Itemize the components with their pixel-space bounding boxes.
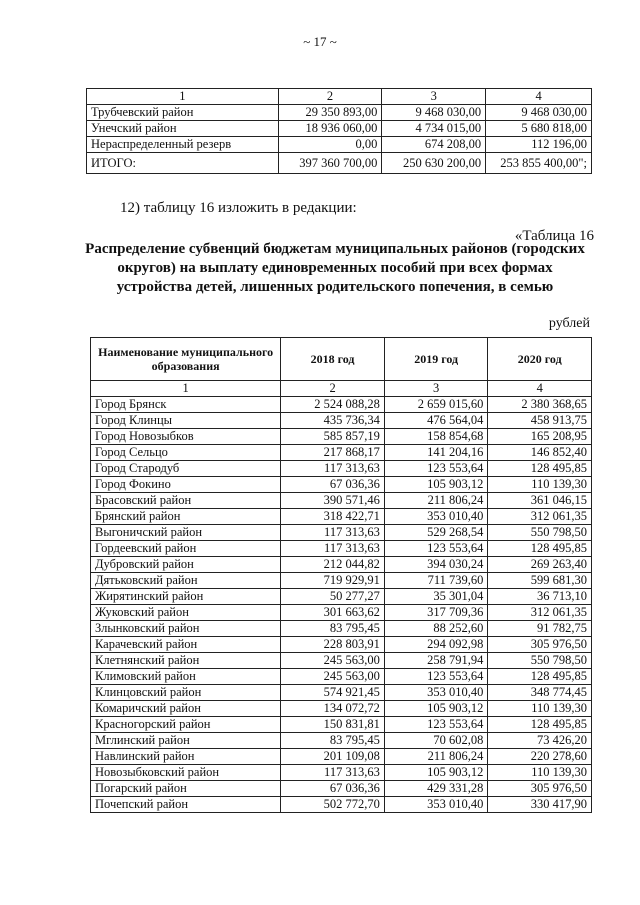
table-cell: 2 659 015,60 <box>384 397 488 413</box>
table-cell: 599 681,30 <box>488 573 592 589</box>
table-cell: Нераспределенный резерв <box>87 137 279 153</box>
table-cell: Город Стародуб <box>91 461 281 477</box>
table-cell: Город Клинцы <box>91 413 281 429</box>
table-cell: 88 252,60 <box>384 621 488 637</box>
table-cell: 1 <box>91 381 281 397</box>
table-row <box>87 121 592 137</box>
table-cell: Навлинский район <box>91 749 281 765</box>
table-cell: 211 806,24 <box>384 749 488 765</box>
table-cell: 67 036,36 <box>281 781 385 797</box>
table-cell: 128 495,85 <box>488 541 592 557</box>
table-title: Распределение субвенций бюджетам муниципальных районов (городских округов) на выплату единовременных пособий при всех формах устройства детей, лишенных родительского попечения, в семью <box>85 241 585 295</box>
table-cell: Красногорский район <box>91 717 281 733</box>
table-cell: 301 663,62 <box>281 605 385 621</box>
table-cell: 35 301,04 <box>384 589 488 605</box>
table-cell: 112 196,00 <box>486 137 592 153</box>
table-row <box>91 413 592 429</box>
table-cell: 141 204,16 <box>384 445 488 461</box>
table-cell: Город Брянск <box>91 397 281 413</box>
table-cell: 719 929,91 <box>281 573 385 589</box>
table-cell: 353 010,40 <box>384 509 488 525</box>
table-cell: 70 602,08 <box>384 733 488 749</box>
table-cell: 105 903,12 <box>384 701 488 717</box>
table-cell: 550 798,50 <box>488 653 592 669</box>
table-cell: 18 936 060,00 <box>278 121 382 137</box>
table-cell: 711 739,60 <box>384 573 488 589</box>
table-cell: 2 <box>278 89 382 105</box>
table-row <box>91 637 592 653</box>
table-cell: 330 417,90 <box>488 797 592 813</box>
table-cell: 476 564,04 <box>384 413 488 429</box>
table-cell: Клинцовский район <box>91 685 281 701</box>
table-cell: 458 913,75 <box>488 413 592 429</box>
table-cell: 245 563,00 <box>281 653 385 669</box>
table-cell: 258 791,94 <box>384 653 488 669</box>
table-cell: 73 426,20 <box>488 733 592 749</box>
table-cell: Унечский район <box>87 121 279 137</box>
table-cell: Город Новозыбков <box>91 429 281 445</box>
table-row <box>87 137 592 153</box>
table-row <box>91 509 592 525</box>
table-row <box>91 429 592 445</box>
table-cell: Выгоничский район <box>91 525 281 541</box>
table-cell: 110 139,30 <box>488 477 592 493</box>
table-cell: 123 553,64 <box>384 461 488 477</box>
table-cell: 212 044,82 <box>281 557 385 573</box>
table-cell: 2018 год <box>281 338 385 381</box>
table-cell: 83 795,45 <box>281 733 385 749</box>
table-cell: 397 360 700,00 <box>278 153 382 174</box>
page-number: ~ 17 ~ <box>303 34 337 49</box>
table-cell: 353 010,40 <box>384 685 488 701</box>
table-cell: 9 468 030,00 <box>486 105 592 121</box>
table-row <box>91 669 592 685</box>
table-cell: 348 774,45 <box>488 685 592 701</box>
table-row <box>91 781 592 797</box>
table-cell: 146 852,40 <box>488 445 592 461</box>
table-cell: 91 782,75 <box>488 621 592 637</box>
table-cell: 305 976,50 <box>488 637 592 653</box>
table-row <box>91 621 592 637</box>
table-cell: Почепский район <box>91 797 281 813</box>
table-row <box>91 797 592 813</box>
table-row <box>91 733 592 749</box>
table-cell: 220 278,60 <box>488 749 592 765</box>
table-cell: 253 855 400,00"; <box>486 153 592 174</box>
table-cell: 429 331,28 <box>384 781 488 797</box>
table-cell: 4 734 015,00 <box>382 121 486 137</box>
table-cell: Злынковский район <box>91 621 281 637</box>
table-cell: 2020 год <box>488 338 592 381</box>
table-cell: 317 709,36 <box>384 605 488 621</box>
table-cell: 117 313,63 <box>281 525 385 541</box>
table-cell: 394 030,24 <box>384 557 488 573</box>
table-cell: 529 268,54 <box>384 525 488 541</box>
table-row <box>87 105 592 121</box>
table-cell: 2 380 368,65 <box>488 397 592 413</box>
table-cell: 250 630 200,00 <box>382 153 486 174</box>
table-cell: 128 495,85 <box>488 461 592 477</box>
table-cell: 312 061,35 <box>488 605 592 621</box>
instruction-text: 12) таблицу 16 изложить в редакции: <box>120 200 357 216</box>
table-index-row <box>91 381 592 397</box>
table-cell: 674 208,00 <box>382 137 486 153</box>
table-cell: 110 139,30 <box>488 765 592 781</box>
table-cell: Жирятинский район <box>91 589 281 605</box>
table-cell: 117 313,63 <box>281 461 385 477</box>
table-cell: 390 571,46 <box>281 493 385 509</box>
table-cell: 4 <box>488 381 592 397</box>
table-cell: 9 468 030,00 <box>382 105 486 121</box>
table-cell: Город Сельцо <box>91 445 281 461</box>
table-reference: «Таблица 16 <box>514 228 594 244</box>
table-cell: 585 857,19 <box>281 429 385 445</box>
table-cell: 574 921,45 <box>281 685 385 701</box>
table-cell: Жуковский район <box>91 605 281 621</box>
table-cell: Комаричский район <box>91 701 281 717</box>
table-cell: Город Фокино <box>91 477 281 493</box>
table-cell: 105 903,12 <box>384 477 488 493</box>
table-cell: 36 713,10 <box>488 589 592 605</box>
table-row <box>91 493 592 509</box>
table-cell: 2 <box>281 381 385 397</box>
table-cell: ИТОГО: <box>87 153 279 174</box>
subsidy-table <box>90 337 592 813</box>
table-row <box>91 701 592 717</box>
table-row <box>91 525 592 541</box>
table-row <box>91 749 592 765</box>
table-cell: 2019 год <box>384 338 488 381</box>
table-row <box>91 477 592 493</box>
table-cell: 110 139,30 <box>488 701 592 717</box>
table-cell: 67 036,36 <box>281 477 385 493</box>
table-cell: 305 976,50 <box>488 781 592 797</box>
table-cell: 3 <box>384 381 488 397</box>
table-cell: 5 680 818,00 <box>486 121 592 137</box>
table-cell: 50 277,27 <box>281 589 385 605</box>
table-cell: 3 <box>382 89 486 105</box>
table-cell: 165 208,95 <box>488 429 592 445</box>
table-cell: 117 313,63 <box>281 765 385 781</box>
table-cell: 294 092,98 <box>384 637 488 653</box>
table-cell: Дубровский район <box>91 557 281 573</box>
table-cell: 312 061,35 <box>488 509 592 525</box>
table-cell: 318 422,71 <box>281 509 385 525</box>
table-cell: 269 263,40 <box>488 557 592 573</box>
table-cell: 134 072,72 <box>281 701 385 717</box>
table-cell: 201 109,08 <box>281 749 385 765</box>
table-row <box>91 717 592 733</box>
table-cell: 128 495,85 <box>488 669 592 685</box>
table-cell: Трубчевский район <box>87 105 279 121</box>
table-cell: 123 553,64 <box>384 717 488 733</box>
table-cell: 1 <box>87 89 279 105</box>
table-row <box>91 653 592 669</box>
table-row <box>91 589 592 605</box>
table-cell: Климовский район <box>91 669 281 685</box>
table-row <box>91 397 592 413</box>
table-row <box>91 765 592 781</box>
table-cell: 117 313,63 <box>281 541 385 557</box>
table-cell: 150 831,81 <box>281 717 385 733</box>
table-cell: 550 798,50 <box>488 525 592 541</box>
table-cell: 128 495,85 <box>488 717 592 733</box>
table-header-row <box>87 89 592 105</box>
table-cell: 4 <box>486 89 592 105</box>
table-cell: 123 553,64 <box>384 669 488 685</box>
table-cell: 245 563,00 <box>281 669 385 685</box>
table-cell: 0,00 <box>278 137 382 153</box>
table-cell: 502 772,70 <box>281 797 385 813</box>
unit-label: рублей <box>548 316 590 331</box>
table-row <box>91 573 592 589</box>
table-cell: 29 350 893,00 <box>278 105 382 121</box>
continued-table <box>86 88 592 174</box>
table-cell: 83 795,45 <box>281 621 385 637</box>
table-row <box>91 685 592 701</box>
table-cell: Наименование муниципального образования <box>91 338 281 381</box>
table-row <box>91 461 592 477</box>
table-cell: Гордеевский район <box>91 541 281 557</box>
table-row <box>91 541 592 557</box>
table-cell: Клетнянский район <box>91 653 281 669</box>
table-cell: 217 868,17 <box>281 445 385 461</box>
table-cell: Погарский район <box>91 781 281 797</box>
table-header-row <box>91 338 592 381</box>
table-cell: 435 736,34 <box>281 413 385 429</box>
table-cell: Брянский район <box>91 509 281 525</box>
table-row <box>91 557 592 573</box>
table-cell: 105 903,12 <box>384 765 488 781</box>
table-cell: Новозыбковский район <box>91 765 281 781</box>
table-cell: Мглинский район <box>91 733 281 749</box>
table-cell: 158 854,68 <box>384 429 488 445</box>
table-row <box>91 605 592 621</box>
table-row <box>91 445 592 461</box>
table-cell: Брасовский район <box>91 493 281 509</box>
table-cell: 228 803,91 <box>281 637 385 653</box>
table-cell: Карачевский район <box>91 637 281 653</box>
table-cell: 211 806,24 <box>384 493 488 509</box>
table-cell: 361 046,15 <box>488 493 592 509</box>
table-cell: 353 010,40 <box>384 797 488 813</box>
table-cell: 123 553,64 <box>384 541 488 557</box>
table-total-row <box>87 153 592 174</box>
table-cell: Дятьковский район <box>91 573 281 589</box>
table-cell: 2 524 088,28 <box>281 397 385 413</box>
